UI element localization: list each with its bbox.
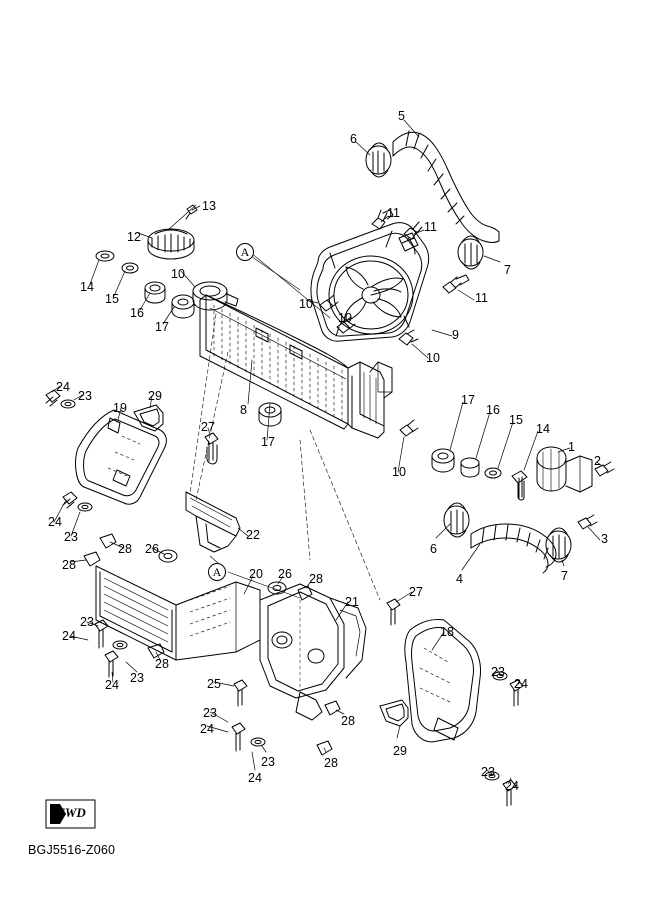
callout-number: 24 xyxy=(514,677,528,691)
callout-number: 29 xyxy=(393,744,407,758)
callout-number: 17 xyxy=(155,320,169,334)
callout-number: 28 xyxy=(309,572,323,586)
callout-number: 1 xyxy=(568,440,575,454)
callout-number: 7 xyxy=(561,569,568,583)
callout-number: 26 xyxy=(278,567,292,581)
callout-number: 24 xyxy=(248,771,262,785)
callout-number: 6 xyxy=(430,542,437,556)
fwd-label: FWD xyxy=(56,805,86,820)
section-marker: A xyxy=(208,563,226,581)
callout-number: 28 xyxy=(155,657,169,671)
callout-number: 21 xyxy=(345,595,359,609)
callout-number: 14 xyxy=(536,422,550,436)
callout-number: 12 xyxy=(127,230,141,244)
callout-number: 24 xyxy=(62,629,76,643)
callout-number: 10 xyxy=(171,267,185,281)
callout-number: 16 xyxy=(486,403,500,417)
callout-number: 16 xyxy=(130,306,144,320)
callout-number: 9 xyxy=(452,328,459,342)
callout-number: 10 xyxy=(392,465,406,479)
callout-number: 5 xyxy=(398,109,405,123)
callout-number: 24 xyxy=(56,380,70,394)
callout-number: 13 xyxy=(202,199,216,213)
callout-number: 11 xyxy=(475,291,488,305)
callout-number: 29 xyxy=(148,389,162,403)
callout-number: 10 xyxy=(426,351,440,365)
callout-number: 15 xyxy=(105,292,119,306)
callout-number: 6 xyxy=(350,132,357,146)
callout-number: 7 xyxy=(504,263,511,277)
callout-number: 24 xyxy=(200,722,214,736)
callout-number: 27 xyxy=(201,420,215,434)
callout-number: 23 xyxy=(130,671,144,685)
callout-number: 28 xyxy=(62,558,76,572)
callout-number: 23 xyxy=(481,765,495,779)
callout-number: 24 xyxy=(505,779,519,793)
section-marker: A xyxy=(236,243,254,261)
callout-number: 11 xyxy=(387,206,400,220)
fwd-direction-badge xyxy=(44,794,98,832)
part-number-code: BGJ5516-Z060 xyxy=(28,843,116,857)
callout-number: 28 xyxy=(341,714,355,728)
callout-number: 27 xyxy=(409,585,423,599)
callout-number: 24 xyxy=(105,678,119,692)
callout-number: 11 xyxy=(424,220,437,234)
callout-number: 24 xyxy=(48,515,62,529)
callout-number: 28 xyxy=(324,756,338,770)
callout-number: 17 xyxy=(261,435,275,449)
callout-number: 20 xyxy=(249,567,263,581)
callout-number: 23 xyxy=(78,389,92,403)
callout-number: 4 xyxy=(456,572,463,586)
callout-number: 25 xyxy=(207,677,221,691)
callout-number: 10 xyxy=(338,311,352,325)
callout-number: 23 xyxy=(203,706,217,720)
callout-number: 18 xyxy=(440,625,454,639)
callout-number: 19 xyxy=(113,401,127,415)
callout-number: 2 xyxy=(594,454,601,468)
callout-number: 17 xyxy=(461,393,475,407)
callout-number: 26 xyxy=(145,542,159,556)
callout-number: 28 xyxy=(118,542,132,556)
callout-number: 3 xyxy=(601,532,608,546)
callout-number: 8 xyxy=(240,403,247,417)
callout-number: 22 xyxy=(246,528,260,542)
callout-number: 23 xyxy=(491,665,505,679)
callout-number: 10 xyxy=(299,297,313,311)
callout-number: 14 xyxy=(80,280,94,294)
callout-number: 23 xyxy=(261,755,275,769)
callout-number: 23 xyxy=(80,615,94,629)
callout-number: 15 xyxy=(509,413,523,427)
callout-number: 23 xyxy=(64,530,78,544)
